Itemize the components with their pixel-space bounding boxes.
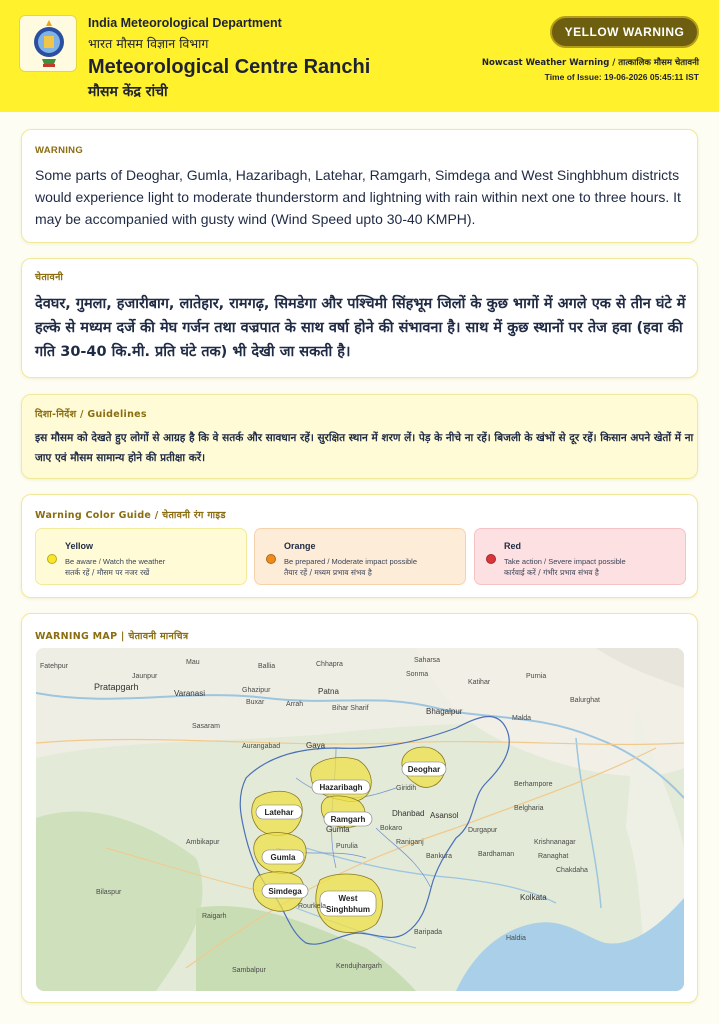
guide-desc-hi: सतर्क रहें / मौसम पर नजर रखें bbox=[65, 568, 150, 577]
warning-level-badge: YELLOW WARNING bbox=[550, 16, 699, 48]
svg-text:Durgapur: Durgapur bbox=[468, 827, 498, 834]
centre-name-en: Meteorological Centre Ranchi bbox=[88, 56, 371, 78]
svg-text:Giridih: Giridih bbox=[396, 785, 417, 792]
guide-red bbox=[474, 528, 686, 585]
org-name-en: India Meteorological Department bbox=[88, 16, 282, 30]
red-dot-icon bbox=[486, 554, 496, 564]
guide-title: Red bbox=[504, 541, 522, 551]
svg-text:Bokaro: Bokaro bbox=[380, 825, 403, 832]
svg-text:Ambikapur: Ambikapur bbox=[186, 839, 220, 846]
svg-text:Sambalpur: Sambalpur bbox=[232, 967, 266, 974]
district-label-latehar[interactable] bbox=[256, 805, 302, 819]
svg-text:Raniganj: Raniganj bbox=[396, 839, 424, 846]
svg-text:Berhampore: Berhampore bbox=[514, 781, 553, 788]
svg-text:Fatehpur: Fatehpur bbox=[40, 663, 69, 670]
svg-text:Rourkela: Rourkela bbox=[298, 903, 327, 910]
svg-text:Simdega: Simdega bbox=[268, 887, 302, 896]
warning-map[interactable] bbox=[36, 648, 684, 991]
svg-text:Bardhaman: Bardhaman bbox=[478, 851, 515, 858]
svg-text:Purnia: Purnia bbox=[526, 673, 547, 680]
page-header bbox=[0, 0, 719, 112]
svg-text:Katihar: Katihar bbox=[468, 679, 491, 686]
svg-text:Bhagalpur: Bhagalpur bbox=[426, 707, 463, 716]
svg-text:Varanasi: Varanasi bbox=[174, 689, 205, 698]
svg-text:Latehar: Latehar bbox=[264, 808, 294, 817]
guidelines-label: दिशा-निर्देश / Guidelines bbox=[35, 409, 147, 420]
color-guide-card bbox=[21, 494, 698, 598]
guidelines-card bbox=[21, 394, 698, 479]
chetavani-label: चेतावनी bbox=[35, 272, 64, 283]
map-svg bbox=[36, 648, 684, 991]
nowcast-title: Nowcast Weather Warning / तात्कालिक मौसम चेतावनी bbox=[481, 58, 699, 68]
svg-text:Balurghat: Balurghat bbox=[570, 697, 600, 704]
centre-name-hi: मौसम केंद्र रांची bbox=[88, 84, 168, 100]
imd-emblem-icon bbox=[19, 15, 77, 72]
warning-label: WARNING bbox=[35, 145, 84, 156]
svg-text:Ranaghat: Ranaghat bbox=[538, 853, 569, 860]
svg-text:Purulia: Purulia bbox=[336, 843, 358, 850]
svg-text:West: West bbox=[338, 894, 358, 903]
color-guide-label: Warning Color Guide / चेतावनी रंग गाइड bbox=[35, 510, 226, 521]
svg-text:Raigarh: Raigarh bbox=[202, 913, 227, 920]
guide-orange bbox=[254, 528, 466, 585]
district-label-simdega[interactable] bbox=[262, 884, 308, 898]
svg-text:Gaya: Gaya bbox=[306, 741, 326, 750]
svg-text:Deoghar: Deoghar bbox=[407, 765, 441, 774]
svg-text:Chakdaha: Chakdaha bbox=[556, 867, 588, 874]
svg-text:Krishnanagar: Krishnanagar bbox=[534, 839, 576, 846]
issue-time: Time of Issue: 19-06-2026 05:45:11 IST bbox=[544, 72, 699, 82]
svg-text:Bilaspur: Bilaspur bbox=[96, 889, 122, 896]
district-label-gumla[interactable] bbox=[262, 850, 304, 864]
svg-text:Patna: Patna bbox=[318, 687, 339, 696]
svg-text:Ballia: Ballia bbox=[258, 663, 276, 670]
guide-desc-en: Take action / Severe impact possible bbox=[504, 557, 626, 566]
chetavani-card bbox=[21, 258, 698, 378]
warning-map-card bbox=[21, 613, 698, 1003]
svg-text:Sonma: Sonma bbox=[406, 671, 429, 678]
svg-text:Chhapra: Chhapra bbox=[316, 661, 343, 668]
guidelines-text: इस मौसम को देखते हुए लोगों से आग्रह है कि वे सतर्क और सावधान रहें। सुरक्षित स्थान में शरण लें। पेड़ के नीचे ना रहें। बिजली के खंभों से दूर रहें। किसान अपने खेतों में ना जाए एवं मौसम सामान्य होने की प्रतीक्षा करें। bbox=[35, 432, 694, 464]
svg-text:Kendujhargarh: Kendujhargarh bbox=[336, 963, 382, 970]
svg-text:Sasaram: Sasaram bbox=[192, 723, 221, 730]
svg-text:Pratapgarh: Pratapgarh bbox=[94, 682, 139, 692]
district-label-deoghar[interactable] bbox=[402, 762, 446, 776]
svg-text:Ghazipur: Ghazipur bbox=[242, 687, 271, 694]
svg-text:Mau: Mau bbox=[186, 659, 200, 666]
guide-yellow bbox=[35, 528, 247, 585]
district-label-ramgarh[interactable] bbox=[324, 812, 372, 826]
guide-desc-en: Be prepared / Moderate impact possible bbox=[284, 557, 417, 566]
warning-map-label: WARNING MAP | चेतावनी मानचित्र bbox=[35, 631, 189, 642]
svg-text:Baripada: Baripada bbox=[414, 929, 443, 936]
svg-text:Kolkata: Kolkata bbox=[520, 893, 547, 902]
svg-text:Buxar: Buxar bbox=[246, 699, 265, 706]
guide-desc-en: Be aware / Watch the weather bbox=[65, 557, 166, 566]
svg-text:Bankura: Bankura bbox=[426, 853, 453, 860]
svg-text:Aurangabad: Aurangabad bbox=[242, 743, 281, 750]
org-name-hi: भारत मौसम विज्ञान विभाग bbox=[88, 36, 209, 51]
warning-text: Some parts of Deoghar, Gumla, Hazaribagh, Latehar, Ramgarh, Simdega and West Singhbhum districts would experience light to moderate thunderstorm and lightning with rain within next one to three hours. It may be accompanied with gusty wind (Wind Speed upto 30-40 KMPH). bbox=[35, 167, 681, 227]
svg-text:Bihar Sharif: Bihar Sharif bbox=[332, 705, 369, 712]
orange-dot-icon bbox=[266, 554, 276, 564]
svg-text:Singhbhum: Singhbhum bbox=[326, 905, 370, 914]
guide-desc-hi: कार्रवाई करें / गंभीर प्रभाव संभव है bbox=[504, 568, 599, 577]
svg-text:Ramgarh: Ramgarh bbox=[330, 815, 366, 824]
svg-text:Belgharia: Belgharia bbox=[514, 805, 544, 812]
district-label-hazaribagh[interactable] bbox=[312, 780, 370, 794]
svg-text:Jaunpur: Jaunpur bbox=[132, 673, 158, 680]
chetavani-text: देवघर, गुमला, हजारीबाग, लातेहार, रामगढ़, सिमडेगा और पश्चिमी सिंहभूम जिलों के कुछ भागों में अगले एक से तीन घंटे में हल्के से मध्यम दर्जे की मेघ गर्जन तथा वज्रपात के साथ वर्षा होने की संभावना है। साथ में कुछ स्थानों पर तेज हवा (हवा की गति 30-40 कि.मी. प्रति घंटे तक) भी देखी जा सकती है। bbox=[35, 296, 686, 360]
svg-text:Gumla: Gumla bbox=[270, 853, 296, 862]
svg-text:Malda: Malda bbox=[512, 715, 532, 722]
yellow-dot-icon bbox=[47, 554, 57, 564]
svg-text:Asansol: Asansol bbox=[430, 811, 459, 820]
svg-text:Hazaribagh: Hazaribagh bbox=[319, 783, 363, 792]
svg-text:Haldia: Haldia bbox=[506, 935, 526, 942]
svg-text:Gumla: Gumla bbox=[326, 825, 350, 834]
guide-desc-hi: तैयार रहें / मध्यम प्रभाव संभव है bbox=[284, 568, 372, 577]
guide-title: Yellow bbox=[65, 541, 94, 551]
svg-text:Saharsa: Saharsa bbox=[414, 657, 441, 664]
svg-text:Arrah: Arrah bbox=[286, 701, 304, 708]
svg-text:Dhanbad: Dhanbad bbox=[392, 809, 425, 818]
warning-card bbox=[21, 129, 698, 243]
district-label-west-singhbhum[interactable] bbox=[320, 891, 376, 916]
guide-title: Orange bbox=[284, 541, 316, 551]
